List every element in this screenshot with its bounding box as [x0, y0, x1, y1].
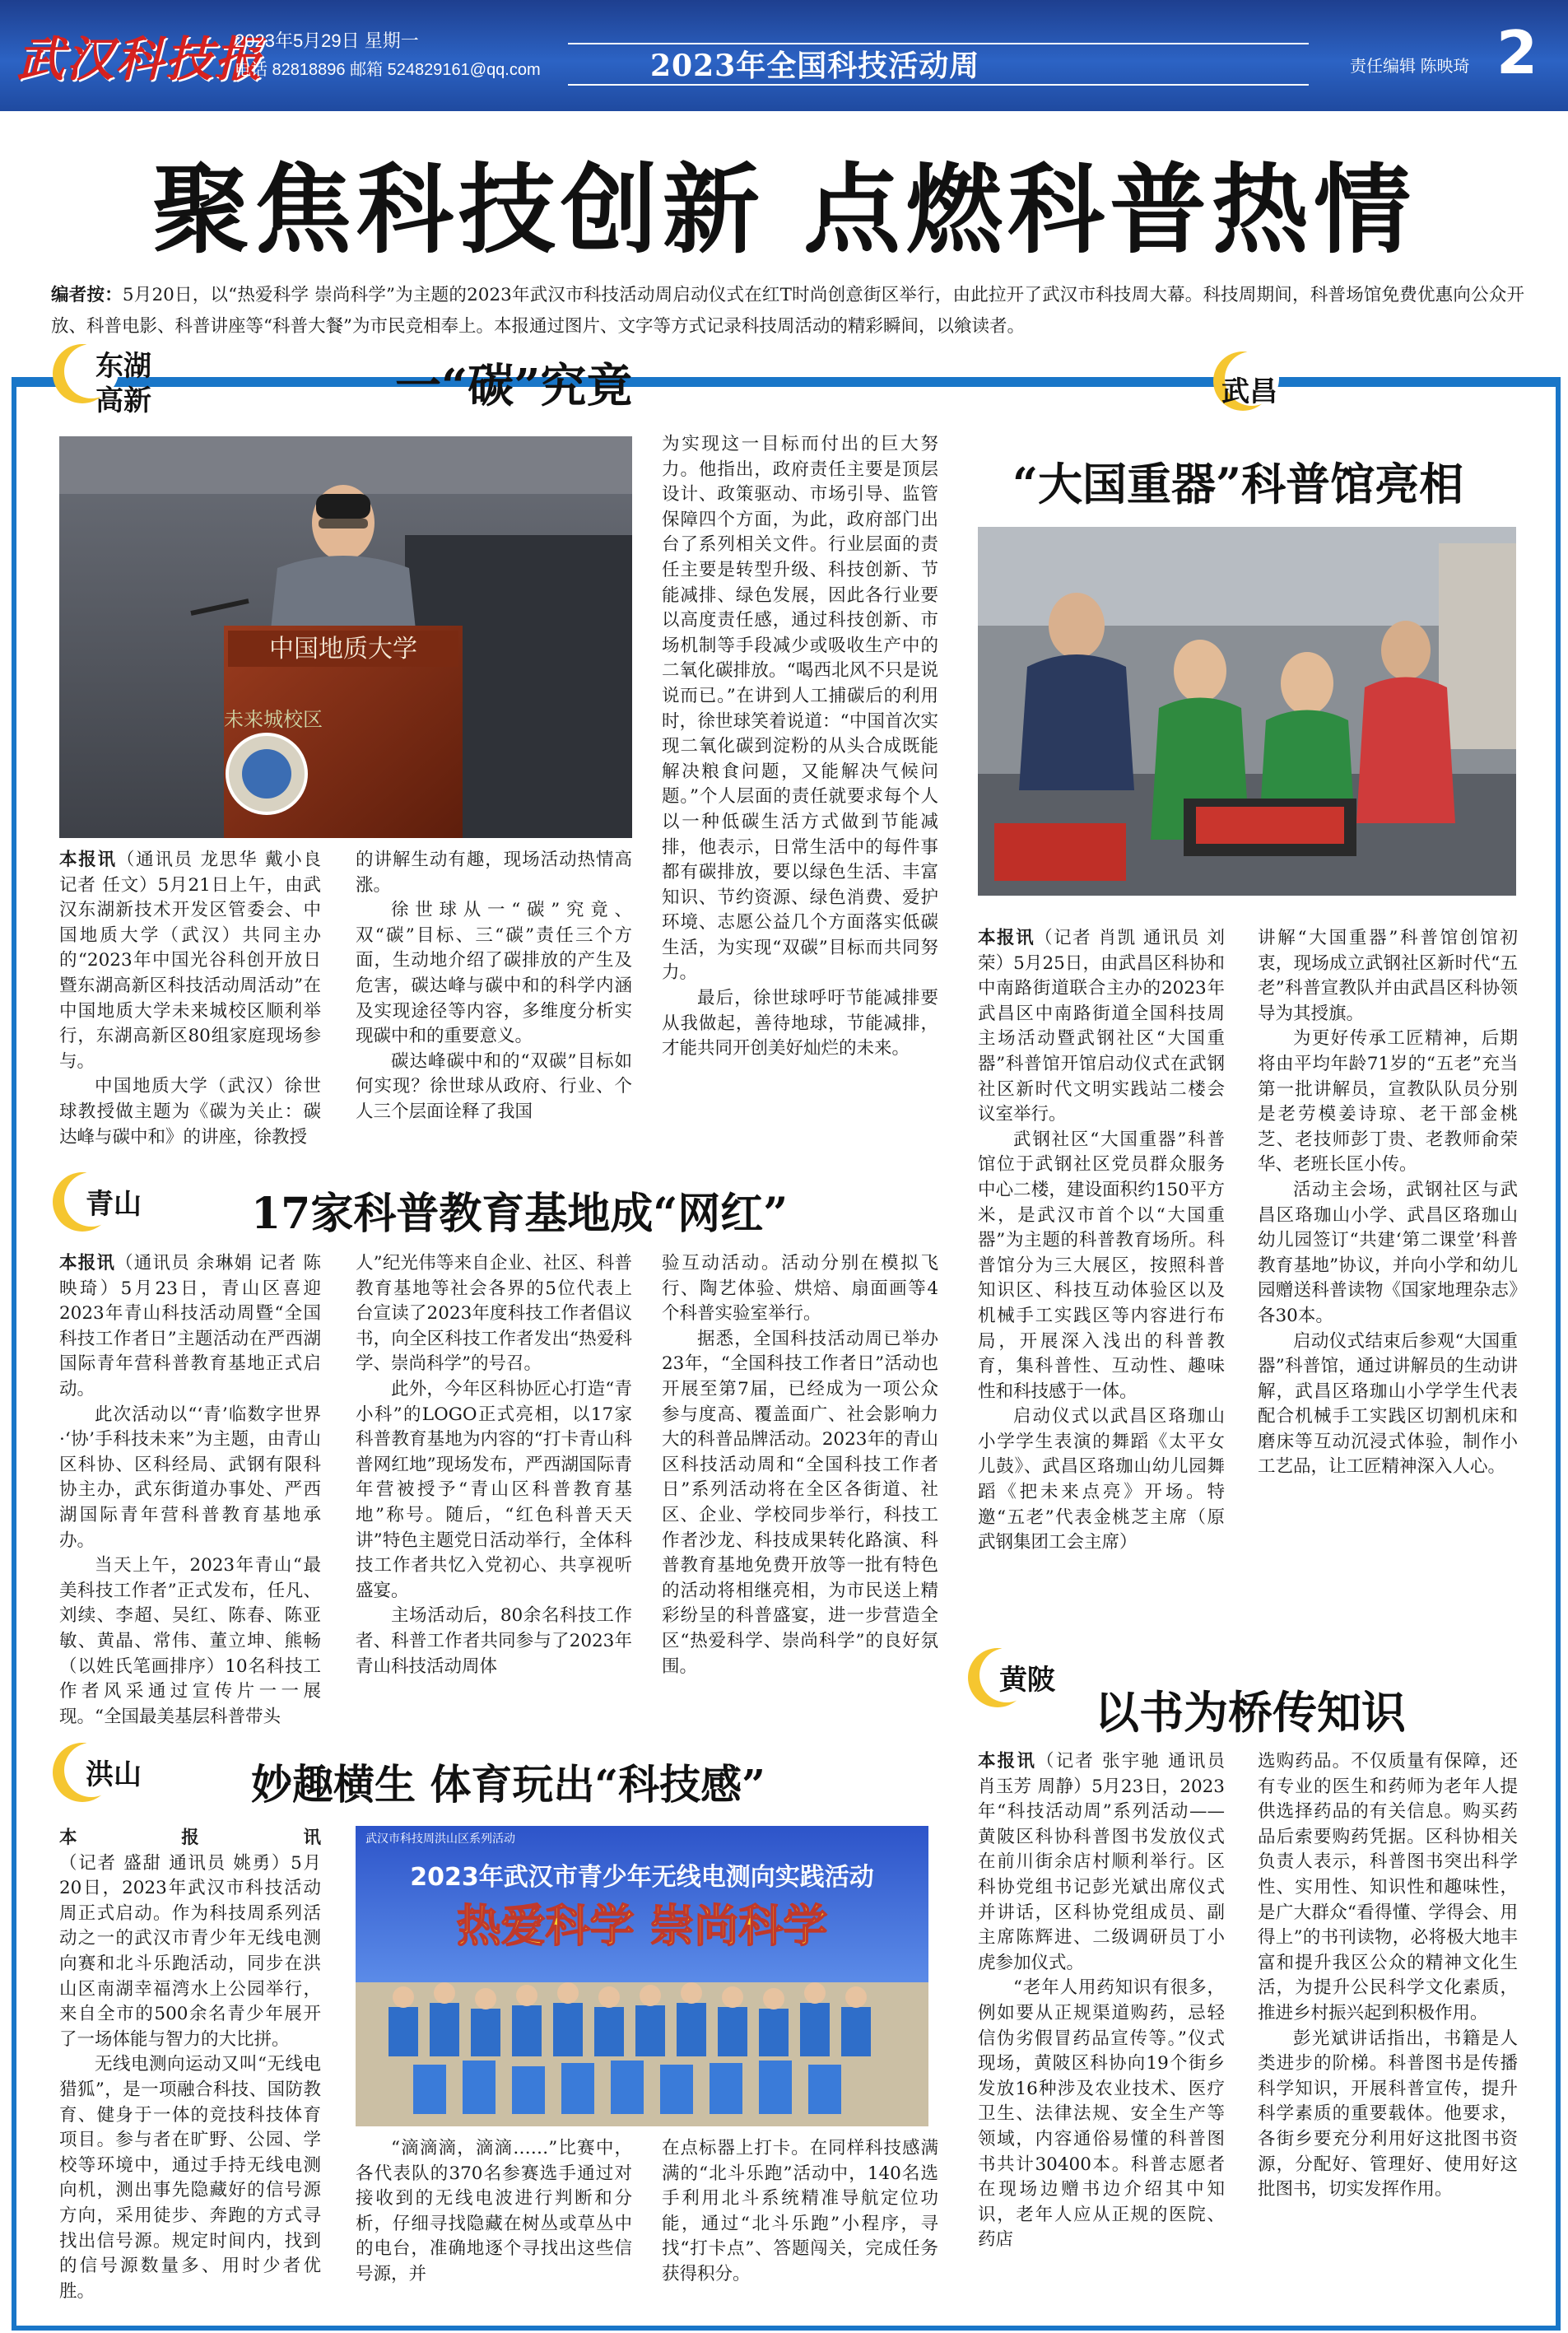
article-body-wuchang-col2: 讲解“大国重器”科普馆创馆初衷，现场成立武钢社区新时代“五老”科普宣教队并由武昌区科协领导为其授旗。 为更好传承工匠精神，后期将由平均年龄71岁的“五老”充当第一批讲解员，宣教队队员分别是老劳模姜诗琼、老干部金桃芝、老技师彭丁贵、老教师俞荣华、老班长匡小传。 活动主会场，武钢社区与武昌区珞珈山小学、武昌区珞珈山幼儿园签订“共建‘第二课堂’科普教育基地”协议，并向小学和幼儿园赠送科普读物《国家地理杂志》各30本。 启动仪式结束后参观“大国重器”科普馆，通过讲解员的生动讲解，武昌区珞珈山小学学生代表配合机械手工实践区切割机床和磨床等互动沉浸式体验，制作小工艺品，让工匠精神深入人心。: [1258, 928, 1518, 1478]
article-title-qingshan: 17家科普教育基地成“网红”: [251, 1189, 789, 1239]
article-body-hongshan-col3: 在点标器上打卡。在同样科技感满满的“北斗乐跑”活动中，140名选手利用北斗系统精准导航定位功能，通过“北斗乐跑”小程序，寻找“打卡点”、答题闯关，完成任务获得积分。: [662, 2138, 938, 2284]
page-number: 2: [1496, 18, 1538, 87]
article-body-qingshan-col2: 人”纪光伟等来自企业、社区、科普教育基地等社会各界的5位代表上台宣读了2023年度科技工作者倡议书，向全区科技工作者发出“热爱科学、崇尚科学”的号召。 此外，今年区科协匠心打造“青小科”的LOGO正式亮相，以17家科普教育基地为内容的“打卡青山科普网红地”现场发布，严西湖国际青年营被授予“青山区科普教育基地”称号。随后，“红色科普天天讲”特色主题党日活动举行，全体科技工作者共忆入党初心、共享视听盛宴。 主场活动后，80余名科技工作者、科普工作者共同参与了2023年青山科技活动周体: [356, 1253, 632, 1677]
article-body-huangpi-col2: 选购药品。不仅质量有保障，还有专业的医生和药师为老年人提供选择药品的有关信息。购买药品后索要购药凭据。区科协相关负责人表示，科普图书突出科学性、实用性、知识性和趣味性，是广大群众“看得懂、学得会、用得上”的书刊读物，必将极大地丰富和提升我区公众的精神文化生活，为提升公民科学文化素质，推进乡村振兴起到积极作用。 彭光斌讲话指出，书籍是人类进步的阶梯。科普图书是传播科学知识，开展科普宣传，提升科学素质的重要载体。他要求，各街乡要充分利用好这批图书资源，分配好、管理好、使用好这批图书，切实发挥作用。: [1258, 1751, 1518, 2200]
article-body-donghu-col1: 本报讯（通讯员 龙思华 戴小良 记者 任文）5月21日上午，由武汉东湖新技术开发区管委会、中国地质大学（武汉）共同主办的“2023年中国光谷科创开放日暨东湖高新区科技活动周活动”在中国地质大学未来城校区顺利举行，东湖高新区80组家庭现场参与。 中国地质大学（武汉）徐世球教授做主题为《碳为关止：碳达峰与碳中和》的讲座，徐教授: [59, 850, 321, 1148]
article-title-hongshan: 妙趣横生 体育玩出“科技感”: [251, 1760, 765, 1809]
lecture-podium-photo: [59, 436, 632, 838]
article-title-donghu: 一“碳”究竟: [395, 359, 633, 413]
page-headline: 聚焦科技创新 点燃科普热情: [151, 153, 1417, 267]
district-label-qingshan: 青山: [86, 1188, 142, 1221]
article-body-qingshan-col1: 本报讯（通讯员 余琳娟 记者 陈映琦）5月23日，青山区喜迎2023年青山科技活动周暨“全国科技工作者日”主题活动在严西湖国际青年营科普教育基地正式启动。 此次活动以“‘青’临数字世界·‘协’手科技未来”为主题，由青山区科协、区科经局、武钢有限科协主办，武东街道办事处、严西湖国际青年营科普教育基地承办。 当天上午，2023年青山“最美科技工作者”正式发布，任凡、刘续、李超、吴红、陈春、陈亚敏、黄晶、常伟、董立坤、熊畅（以姓氏笔画排序）10名科技工作者风采通过宣传片一一展现。“全国最美基层科普带头: [59, 1253, 321, 1727]
newspaper-logo: 武汉科技报: [16, 31, 264, 87]
students-machine-workshop-photo: [978, 527, 1516, 896]
district-label-donghu: 东湖高新: [95, 350, 151, 417]
article-body-donghu-col2: 的讲解生动有趣，现场活动热情高涨。 徐世球从一“碳”究竟、双“碳”目标、三“碳”责任三个方面，生动地介绍了碳排放的产生及危害，碳达峰与碳中和的科学内涵及实现途径等内容，多维度分析实现碳中和的重要意义。 碳达峰碳中和的“双碳”目标如何实现？徐世球从政府、行业、个人三个层面诠释了我国: [356, 850, 632, 1122]
section-title: 2023年全国科技活动周: [650, 49, 980, 83]
district-label-huangpi: 黄陂: [999, 1664, 1055, 1697]
article-body-hongshan-col1: 本报讯（记者 盛甜 通讯员 姚勇）5月20日，2023年武汉市科技活动周正式启动。作为科技周系列活动之一的武汉市青少年无线电测向赛和北斗乐跑活动，同步在洪山区南湖幸福湾水上公园举行，来自全市的500余名青少年展开了一场体能与智力的大比拼。 无线电测向运动又叫“无线电猎狐”，是一项融合科技、国防教育、健身于一体的竞技科技体育项目。参与者在旷野、公园、学校等环境中，通过手持无线电测向机，测出事先隐藏好的信号源方向，采用徒步、奔跑的方式寻找出信号源。规定时间内，找到的信号源数量多、用时少者优胜。: [59, 1828, 321, 2302]
banner-slogan: 热爱科学 崇尚科学: [456, 1899, 828, 1952]
article-body-huangpi-col1: 本报讯（记者 张宇驰 通讯员 肖玉芳 周静）5月23日，2023年“科技活动周”系列活动——黄陂区科协科普图书发放仪式在前川街余店村顺利举行。区科协党组书记彭光斌出席仪式并讲话，区科协党组成员、副主席陈辉进、二级调研员丁小虎参加仪式。 “老年人用药知识有很多，例如要从正规渠道购药，忌轻信伪劣假冒药品宣传等。”仪式现场，黄陂区科协向19个街乡发放16种涉及农业技术、医疗卫生、法律法规、安全生产等领域，内容通俗易懂的科普图书共计30400本。科普志愿者在现场边赠书边介绍其中知识，老年人应从正规的医院、药店: [978, 1751, 1225, 2251]
editor-note-label: 编者按：: [51, 285, 123, 305]
podium-text: 中国地质大学: [269, 635, 417, 664]
article-body-wuchang-col1: 本报讯（记者 肖凯 通讯员 刘荣）5月25日，由武昌区科协和中南路街道联合主办的2023年武昌区中南路街道全国科技周主场活动暨武钢社区“大国重器”科普馆开馆启动仪式在武钢社区新时代文明实践站二楼会议室举行。 武钢社区“大国重器”科普馆位于武钢社区党员群众服务中心二楼，建设面积约150平方米，是武汉市首个以“大国重器”为主题的科普教育场所。科普馆分为三大展区，按照科普知识区、科技互动体验区以及机械手工实践区等内容进行布局，开展深入浅出的科普教育，集科普性、互动性、趣味性和科技感于一体。 启动仪式以武昌区珞珈山小学学生表演的舞蹈《太平女儿鼓》、武昌区珞珈山幼儿园舞蹈《把未来点亮》开场。特邀“五老”代表金桃芝主席（原武钢集团工会主席）: [978, 928, 1225, 1553]
district-label-wuchang: 武昌: [1221, 375, 1277, 408]
responsible-editor: 责任编辑 陈映琦: [1350, 58, 1470, 76]
article-title-wuchang: “大国重器”科普馆亮相: [1012, 458, 1464, 510]
editor-note: [51, 280, 1524, 342]
contact-info: 电话 82818896 邮箱 524829161@qq.com: [235, 61, 541, 79]
issue-date: 2023年5月29日 星期一: [235, 30, 419, 51]
article-body-hongshan-col2: “滴滴滴，滴滴……”比赛中，各代表队的370名参赛选手通过对接收到的无线电波进行判断和分析，仔细寻找隐藏在树丛或草丛中的电台，准确地逐个寻找出这些信号源，并: [356, 2138, 632, 2284]
backdrop-text: 未来城校区: [224, 708, 323, 731]
banner-title: 2023年武汉市青少年无线电测向实践活动: [410, 1863, 874, 1892]
editor-note-text: 5月20日，以“热爱科学 崇尚科学”为主题的2023年武汉市科技活动周启动仪式在红T时尚创意街区举行，由此拉开了武汉市科技周大幕。科技周期间，科普场馆免费优惠向公众开放、科普电影、科普讲座等“科普大餐”为市民竞相奉上。本报通过图片、文字等方式记录科技周活动的精彩瞬间，以飨读者。: [51, 285, 1524, 337]
article-body-qingshan-col3: 验互动活动。活动分别在模拟飞行、陶艺体验、烘焙、扇面画等4个科普实验室举行。 据悉，全国科技活动周已举办23年，“全国科技工作者日”活动也开展至第7届，已经成为一项公众参与度高、覆盖面广、社会影响力大的科普品牌活动。2023年的青山区科技活动周和“全国科技工作者日”系列活动将在全区各街道、社区、企业、学校同步举行，科技工作者沙龙、科技成果转化路演、科普教育基地免费开放等一批有特色的活动将相继亮相，为市民送上精彩纷呈的科普盛宴，进一步营造全区“热爱科学、崇尚科学”的良好氛围。: [662, 1253, 938, 1677]
article-title-huangpi: 以书为桥传知识: [1095, 1686, 1406, 1739]
article-body-donghu-col3: 为实现这一目标而付出的巨大努力。他指出，政府责任主要是顶层设计、政策驱动、市场引导、监管保障四个方面，为此，政府部门出台了系列相关文件。行业层面的责任主要是转型升级、科技创新、节能减排、绿色发展，因此各行业要以高度责任感，通过科技创新、市场机制等手段减少或吸收生产中的二氧化碳排放。“喝西北风不只是说说而已。”在讲到人工捕碳后的利用时，徐世球笑着说道：“中国首次实现二氧化碳到淀粉的从头合成既能解决粮食问题，又能解决气候问题。”个人层面的责任就要求每个人以一种低碳生活方式做到节能减排，他表示，日常生活中的每件事都有碳排放，要以绿色生活、丰富知识、节约资源、绿色消费、爱护环境、志愿公益几个方面落实低碳生活，为实现“双碳”目标而共同努力。 最后，徐世球呼吁节能减排要从我做起，善待地球，节能减排，才能共同开创美好灿烂的未来。: [662, 434, 938, 1059]
students-group-banner-photo: [356, 1826, 928, 2126]
banner-top-text: 武汉市科技周洪山区系列活动: [365, 1832, 515, 1846]
district-label-hongshan: 洪山: [86, 1758, 142, 1791]
